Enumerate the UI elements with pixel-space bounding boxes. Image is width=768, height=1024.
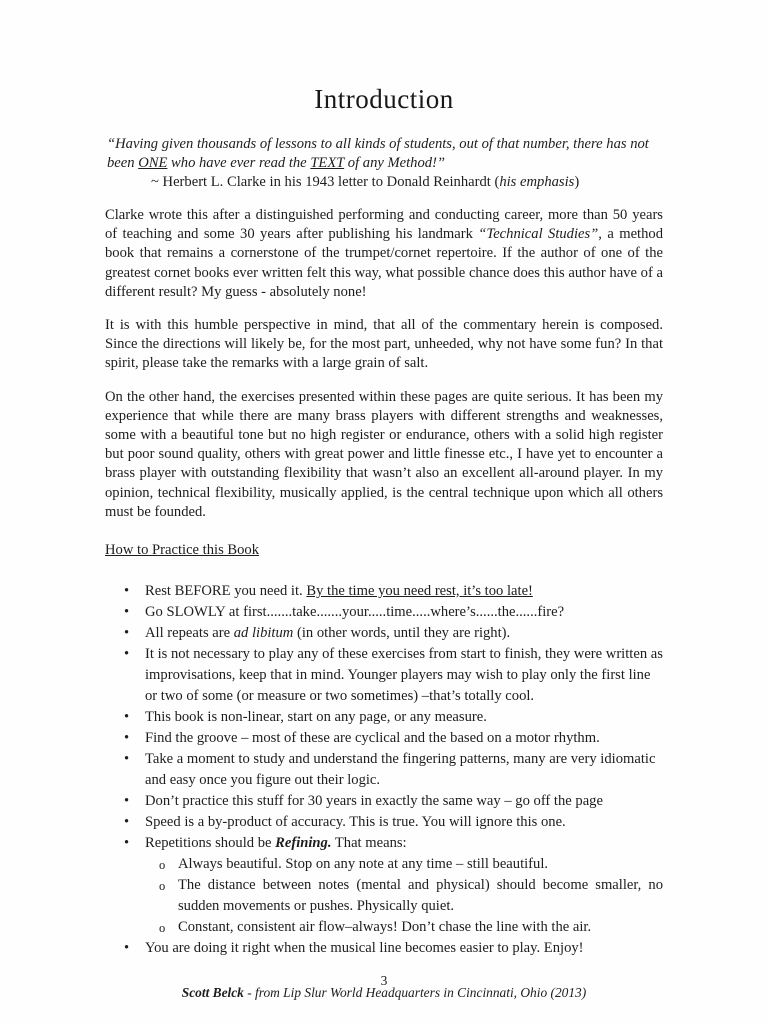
paragraph: It is with this humble perspective in mind, that all of the commentary herein is composed. Since the directions will likely be, for the most part, unheeded, why not have some fun? In that spirit, please take the remarks with a large grain of salt.	[105, 317, 663, 372]
list-item-text: The distance between notes (mental and physical) should become smaller, no sudden movements or pushes. Physically quiet.	[178, 877, 663, 915]
list-item-text: You are doing it right when the musical line becomes easier to play. Enjoy!	[145, 940, 584, 957]
practice-list	[105, 581, 663, 959]
page-title: Introduction	[314, 84, 454, 114]
page-number: 3	[380, 973, 388, 988]
list-item-text: Don’t practice this stuff for 30 years in exactly the same way – go off the page	[145, 793, 603, 810]
author-signature: Scott Belck - from Lip Slur World Headquarters in Cincinnati, Ohio (2013)	[181, 985, 587, 1001]
list-item-text: Speed is a by-product of accuracy. This is true. You will ignore this one.	[145, 814, 566, 831]
list-item	[105, 707, 663, 728]
sub-list-item	[105, 917, 663, 938]
epigraph-attribution: ~ Herbert L. Clarke in his 1943 letter to Donald Reinhardt (his emphasis)	[151, 174, 580, 190]
list-item	[105, 623, 663, 644]
epigraph	[105, 135, 663, 192]
list-item	[105, 749, 663, 791]
list-item	[105, 938, 663, 959]
sub-list-item	[105, 875, 663, 917]
section-heading: How to Practice this Book	[105, 542, 260, 559]
epigraph-quote: “Having given thousands of lessons to all kinds of students, out of that number, there has not been ONE who have ever read the TEXT of any Method!”	[107, 136, 649, 171]
paragraph: Clarke wrote this after a distinguished performing and conducting career, more than 50 years of teaching and some 30 years after publishing his landmark “Technical Studies”, a method book that remains a cornerstone of the trumpet/cornet repertoire. If the author of one of the greatest cornet books ever written felt this way, what possible chance does this author have of a different result? My guess - absolutely none!	[105, 207, 663, 300]
list-item-text: Repetitions should be Refining. That means:	[145, 835, 407, 852]
list-item-text: Go SLOWLY at first.......take.......your.....time.....where’s......the......fire?	[145, 604, 565, 621]
list-item-text: Always beautiful. Stop on any note at any time – still beautiful.	[178, 856, 549, 873]
list-item	[105, 728, 663, 749]
list-item-text: This book is non-linear, start on any page, or any measure.	[145, 709, 487, 726]
list-item	[105, 812, 663, 833]
list-item	[105, 602, 663, 623]
list-item-text: It is not necessary to play any of these exercises from start to finish, they were written as improvisations, keep that in mind. Younger players may wish to play only the first line or two of some (or measure or two sometimes) –that’s totally cool.	[145, 646, 663, 705]
sub-list-item	[105, 854, 663, 875]
list-item	[105, 644, 663, 707]
paragraph: On the other hand, the exercises presented within these pages are quite serious. It has been my experience that while there are many brass players with different strengths and weaknesses, some with a beautiful tone but no high register or endurance, others with a solid high register but poor sound quality, others with great power and little finesse etc., I have yet to encounter a brass player with outstanding flexibility that wasn’t also an excellent all-around player. In my opinion, technical flexibility, musically applied, is the central technique upon which all others must be founded.	[105, 388, 663, 520]
list-item-text: Rest BEFORE you need it. By the time you need rest, it’s too late!	[145, 583, 533, 600]
list-item	[105, 833, 663, 854]
list-item	[105, 581, 663, 602]
list-item	[105, 791, 663, 812]
list-item-text: All repeats are ad libitum (in other words, until they are right).	[145, 625, 511, 642]
list-item-text: Constant, consistent air flow–always! Don’t chase the line with the air.	[178, 919, 592, 936]
list-item-text: Find the groove – most of these are cyclical and the based on a motor rhythm.	[145, 730, 600, 747]
list-item-text: Take a moment to study and understand the fingering patterns, many are very idiomatic and easy once you figure out their logic.	[145, 751, 656, 789]
page-content	[105, 84, 663, 1001]
